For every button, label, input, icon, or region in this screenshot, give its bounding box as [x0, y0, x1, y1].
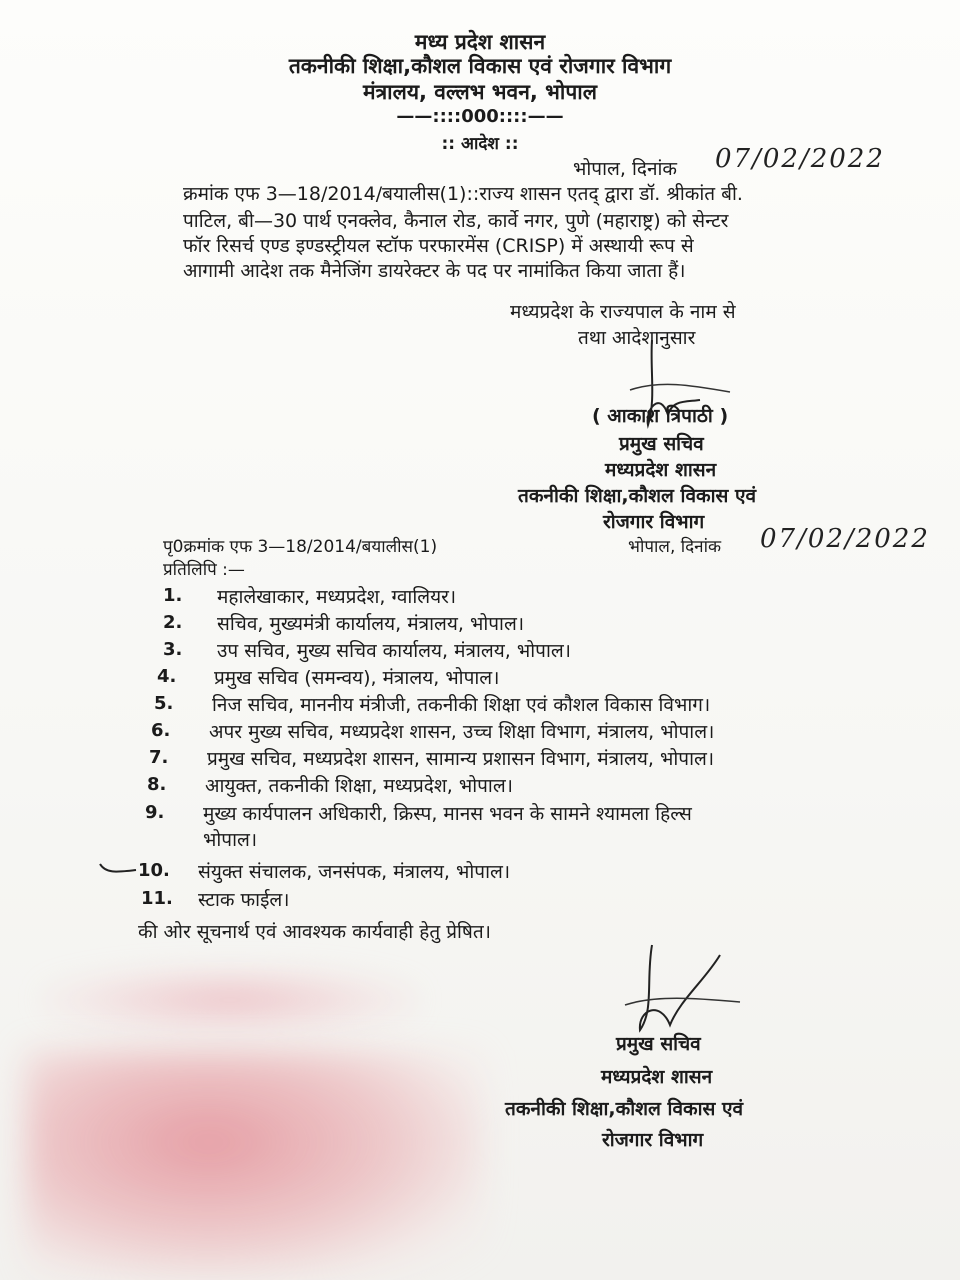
- signatory-name: ( आकाश त्रिपाठी ): [592, 405, 729, 427]
- list-item-number: 3.: [163, 639, 183, 660]
- handwritten-tick-mark: [98, 860, 138, 876]
- list-item-number: 1.: [163, 585, 183, 606]
- order-line-1: क्रमांक एफ 3—18/2014/बयालीस(1)::राज्य शासन एतद् द्वारा डॉ. श्रीकांत बी.: [183, 183, 743, 205]
- date-label: भोपाल, दिनांक: [573, 158, 678, 180]
- list-item-text: महालेखाकार, मध्यप्रदेश, ग्वालियर।: [217, 586, 457, 608]
- header-separator: ——::::000::::——: [396, 106, 564, 127]
- list-item-number: 5.: [154, 693, 174, 714]
- signatory2-dept-3: रोजगार विभाग: [602, 1129, 704, 1151]
- list-item-text: मुख्य कार्यपालन अधिकारी, क्रिस्प, मानस भवन के सामने श्यामला हिल्स: [203, 803, 692, 825]
- copy-date-label: भोपाल, दिनांक: [628, 537, 722, 557]
- list-item-number: 6.: [151, 720, 171, 741]
- authority-line-1: मध्यप्रदेश के राज्यपाल के नाम से: [510, 301, 736, 323]
- list-item-text: संयुक्त संचालक, जनसंपक, मंत्रालय, भोपाल।: [198, 861, 511, 883]
- header-government: मध्य प्रदेश शासन: [414, 30, 546, 54]
- list-item-number: 9.: [145, 802, 165, 823]
- signature-scribble-2: [610, 940, 760, 1040]
- list-item-text: अपर मुख्य सचिव, मध्यप्रदेश शासन, उच्च शिक्षा विभाग, मंत्रालय, भोपाल।: [209, 721, 715, 743]
- signatory2-title: प्रमुख सचिव: [616, 1033, 701, 1055]
- list-item-text: प्रमुख सचिव (समन्वय), मंत्रालय, भोपाल।: [214, 667, 500, 689]
- order-line-4: आगामी आदेश तक मैनेजिंग डायरेक्टर के पद पर नामांकित किया जाता हैं।: [183, 260, 686, 282]
- list-item-number: 8.: [147, 774, 167, 795]
- list-item-text: आयुक्त, तकनीकी शिक्षा, मध्यप्रदेश, भोपाल।: [205, 775, 513, 797]
- signatory2-dept-2: तकनीकी शिक्षा,कौशल विकास एवं: [505, 1098, 744, 1120]
- copy-handwritten-date: 07/02/2022: [760, 524, 930, 554]
- list-item-number: 7.: [149, 747, 169, 768]
- closing-line: की ओर सूचनार्थ एवं आवश्यक कार्यवाही हेतु प्रेषित।: [138, 921, 491, 943]
- signatory-title: प्रमुख सचिव: [619, 433, 704, 455]
- authority-line-2: तथा आदेशानुसार: [578, 327, 696, 349]
- handwritten-date: 07/02/2022: [715, 144, 885, 174]
- signatory-dept-3: रोजगार विभाग: [603, 511, 705, 533]
- list-item-number: 11.: [141, 888, 173, 909]
- redaction-blur: [40, 965, 420, 1035]
- list-item-number: 10.: [138, 860, 170, 881]
- header-address: मंत्रालय, वल्लभ भवन, भोपाल: [363, 80, 597, 104]
- list-item-text: निज सचिव, माननीय मंत्रीजी, तकनीकी शिक्षा एवं कौशल विकास विभाग।: [212, 694, 711, 716]
- signatory-dept-2: तकनीकी शिक्षा,कौशल विकास एवं: [518, 485, 757, 507]
- copy-heading: प्रतिलिपि :—: [163, 560, 245, 580]
- signatory-dept-1: मध्यप्रदेश शासन: [605, 459, 717, 481]
- list-item-text: उप सचिव, मुख्य सचिव कार्यालय, मंत्रालय, भोपाल।: [217, 640, 571, 662]
- list-item-text: प्रमुख सचिव, मध्यप्रदेश शासन, सामान्य प्रशासन विभाग, मंत्रालय, भोपाल।: [207, 748, 715, 770]
- list-item-number: 4.: [157, 666, 177, 687]
- list-item-number: 2.: [163, 612, 183, 633]
- header-department: तकनीकी शिक्षा,कौशल विकास एवं रोजगार विभाग: [288, 54, 672, 78]
- order-line-2: पाटिल, बी—30 पार्थ एनक्लेव, कैनाल रोड, कार्वे नगर, पुणे (महाराष्ट्र) को सेन्टर: [183, 210, 729, 232]
- order-line-3: फॉर रिसर्च एण्ड इण्डस्ट्रीयल स्टॉफ परफारमेंस (CRISP) में अस्थायी रूप से: [183, 235, 694, 257]
- order-title: :: आदेश ::: [441, 134, 519, 154]
- signatory2-dept-1: मध्यप्रदेश शासन: [601, 1066, 713, 1088]
- list-item-text: स्टाक फाईल।: [198, 889, 290, 911]
- redaction-blur-large: [25, 1050, 485, 1280]
- list-item-text: सचिव, मुख्यमंत्री कार्यालय, मंत्रालय, भोपाल।: [217, 613, 525, 635]
- copy-reference: पृ0क्रमांक एफ 3—18/2014/बयालीस(1): [163, 537, 438, 557]
- list-item-text-continued: भोपाल।: [203, 829, 258, 851]
